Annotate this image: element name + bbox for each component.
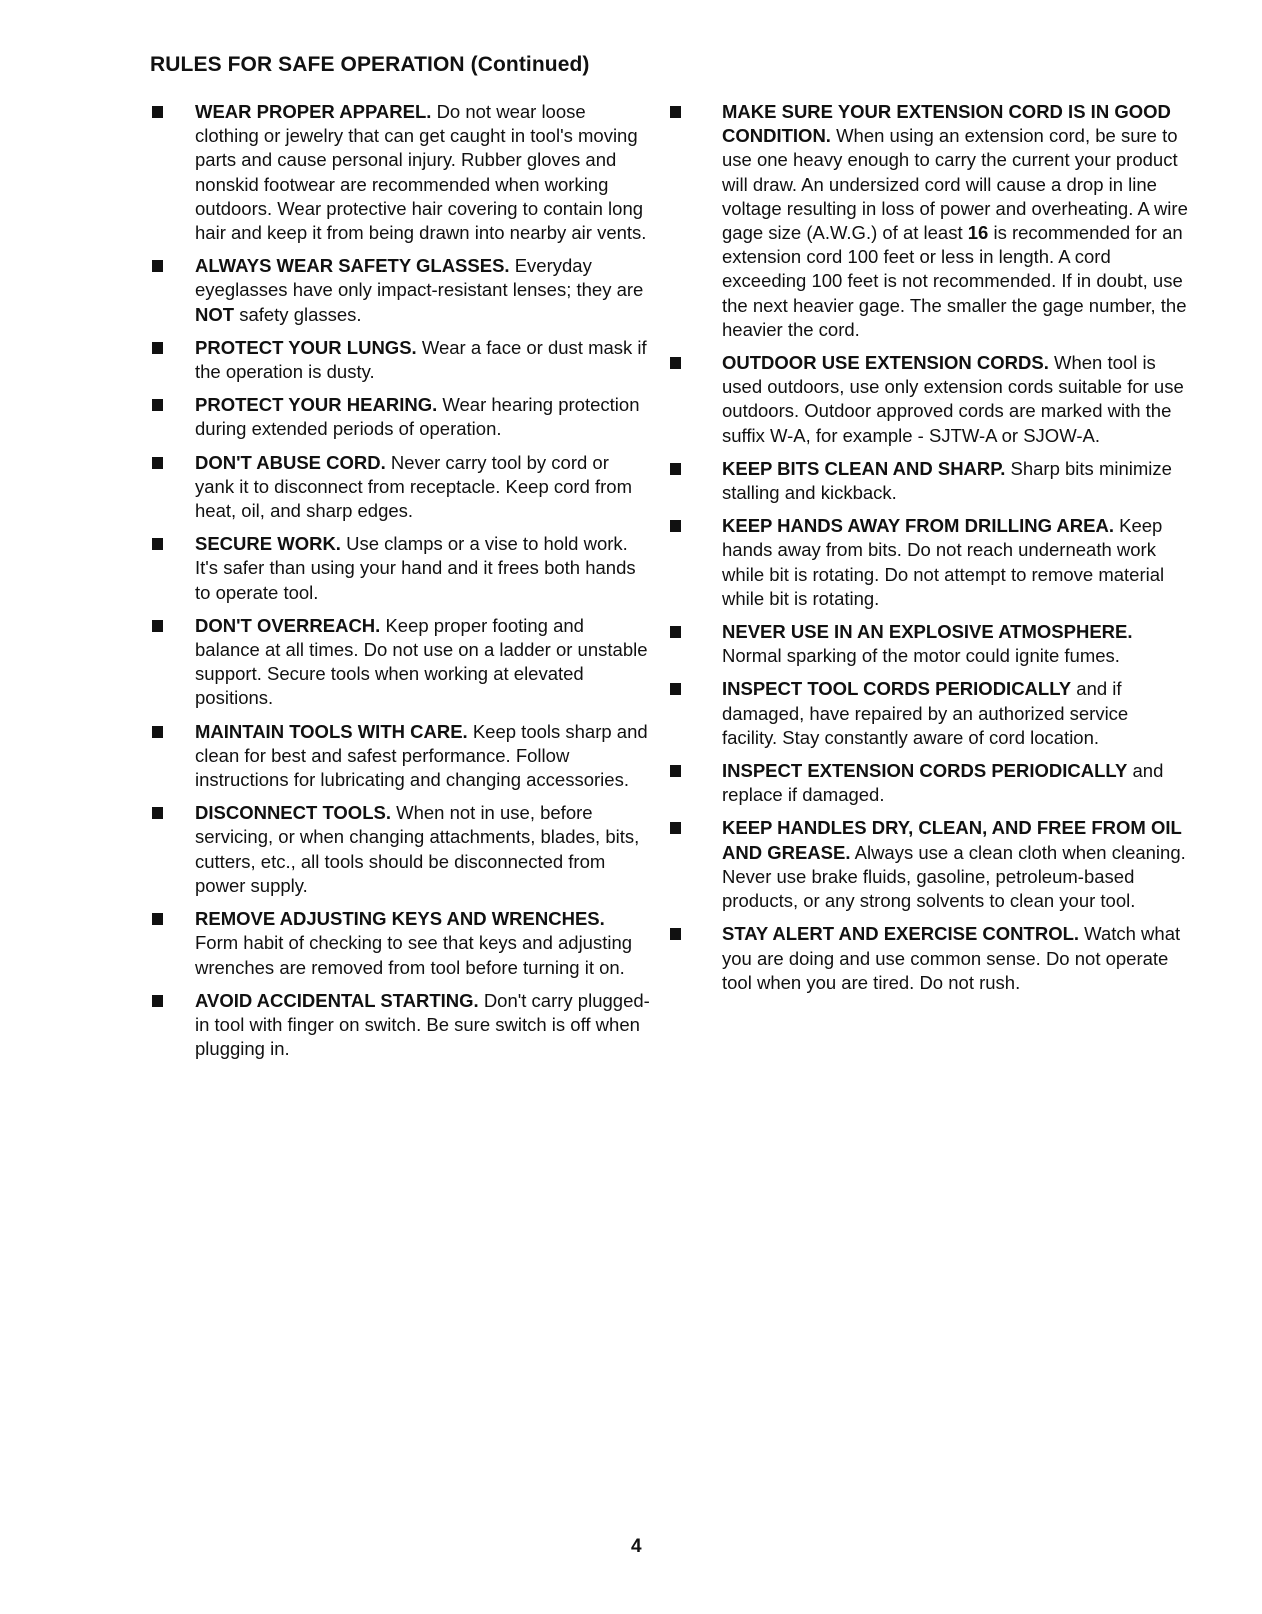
rule-item [150, 451, 650, 524]
rule-text: When tool is used outdoors, use only extension cords suitable for use outdoors. Outdoor approved cords are marked with the suffix W-A, for example - SJTW-A or SJOW-A. [722, 352, 1184, 446]
rule-heading: AVOID ACCIDENTAL STARTING. [195, 989, 479, 1011]
bullet-icon [152, 620, 163, 632]
rule-heading: WEAR PROPER APPAREL. [195, 101, 432, 122]
rule-text: Wear hearing protection during extended periods of operation. [195, 394, 640, 440]
rule-item [150, 614, 650, 711]
rule-heading: NEVER USE IN AN EXPLOSIVE ATMOSPHERE. [722, 621, 1133, 643]
rule-heading: KEEP BITS CLEAN AND SHARP. [722, 457, 1006, 479]
rule-heading: PROTECT YOUR LUNGS. [195, 336, 417, 358]
bullet-icon [152, 106, 163, 118]
rule-item [668, 100, 1188, 342]
bullet-icon [670, 765, 681, 777]
bullet-icon [670, 822, 681, 834]
rule-text: Sharp bits minimize stalling and kickback. [722, 457, 1172, 504]
rule-item [150, 989, 650, 1062]
rule-text-tail: is recommended for an extension cord 100 feet or less in length. A cord exceeding 100 feet is not recommended. If in doubt, use the next heavier gage. The smaller the gage number, the heavier the cord. [722, 222, 1187, 340]
rule-heading: STAY ALERT AND EXERCISE CONTROL. [722, 923, 1080, 945]
bullet-icon [670, 520, 681, 532]
bullet-icon [670, 463, 681, 475]
rule-text: Wear a face or dust mask if the operation is dusty. [195, 336, 647, 383]
bullet-icon [670, 106, 681, 118]
rule-item [150, 100, 650, 245]
rule-text: Form habit of checking to see that keys and adjusting wrenches are removed from tool before turning it on. [195, 932, 633, 978]
rule-text: Never carry tool by cord or yank it to disconnect from receptacle. Keep cord from heat, oil, and sharp edges. [195, 451, 633, 522]
rule-item [150, 336, 650, 384]
rule-text: Keep tools sharp and clean for best and safest performance. Follow instructions for lubricating and changing accessories. [195, 720, 648, 791]
rule-item [150, 393, 650, 441]
rule-text: Always use a clean cloth when cleaning. Never use brake fluids, gasoline, petroleum-based products, or any strong solvents to clean your tool. [722, 841, 1186, 912]
page-title: RULES FOR SAFE OPERATION (Continued) [150, 53, 590, 76]
bullet-icon [152, 807, 163, 819]
rule-text: Don't carry plugged-in tool with finger on switch. Be sure switch is off when plugging in. [195, 989, 650, 1060]
rule-item [668, 351, 1188, 448]
bullet-icon [152, 342, 163, 354]
bullet-icon [152, 726, 163, 738]
bullet-icon [670, 683, 681, 695]
rule-text: Normal sparking of the motor could ignite fumes. [722, 645, 1120, 667]
rule-text: and replace if damaged. [722, 760, 1164, 806]
bullet-icon [670, 357, 681, 369]
rule-item [150, 907, 650, 980]
bullet-icon [152, 538, 163, 550]
rule-text-tail: safety glasses. [239, 303, 362, 325]
rule-item [150, 720, 650, 793]
left-column [150, 100, 650, 1070]
bullet-icon [152, 260, 163, 272]
rule-text: Do not wear loose clothing or jewelry that can get caught in tool's moving parts and cause personal injury. Rubber gloves and nonskid footwear are recommended when working outdoors. Wear protective hair covering to contain long hair and keep it from being drawn into nearby air vents. [195, 101, 647, 244]
bullet-icon [670, 928, 681, 940]
rule-item [150, 254, 650, 327]
rule-emphasis: NOT [195, 303, 235, 325]
rule-heading: PROTECT YOUR HEARING. [195, 394, 438, 416]
rule-item [150, 532, 650, 605]
bullet-icon [152, 995, 163, 1007]
right-column [668, 100, 1188, 1004]
rule-item [668, 457, 1188, 505]
rule-heading: MAKE SURE YOUR EXTENSION CORD IS IN GOOD CONDITION. [722, 101, 1171, 147]
rule-heading: KEEP HANDS AWAY FROM DRILLING AREA. [722, 515, 1114, 537]
bullet-icon [152, 913, 163, 925]
rule-text: Watch what you are doing and use common sense. Do not operate tool when you are tired. Do not rush. [722, 923, 1181, 993]
rule-item [668, 922, 1188, 995]
rule-text: Use clamps or a vise to hold work. It's safer than using your hand and it frees both hands to operate tool. [195, 533, 636, 603]
rule-emphasis: 16 [967, 222, 989, 244]
rule-text: When not in use, before servicing, or when changing attachments, blades, bits, cutters, etc., all tools should be disconnected from power supply. [195, 802, 640, 896]
rule-heading: INSPECT EXTENSION CORDS PERIODICALLY [722, 760, 1128, 782]
rule-item [668, 677, 1188, 750]
rule-heading: DON'T OVERREACH. [195, 614, 381, 636]
rule-heading: OUTDOOR USE EXTENSION CORDS. [722, 352, 1049, 374]
rule-heading: MAINTAIN TOOLS WITH CARE. [195, 720, 468, 742]
bullet-icon [152, 457, 163, 469]
rule-text: and if damaged, have repaired by an authorized service facility. Stay constantly aware of cord location. [722, 678, 1129, 748]
rule-heading: ALWAYS WEAR SAFETY GLASSES. [195, 255, 510, 277]
rule-text: When using an extension cord, be sure to use one heavy enough to carry the current your product will draw. An undersized cord will cause a drop in line voltage resulting in loss of power and overheating. A wire gage size (A.W.G.) of at least [722, 125, 1188, 244]
rule-heading: INSPECT TOOL CORDS PERIODICALLY [722, 678, 1072, 700]
rule-text: Keep hands away from bits. Do not reach underneath work while bit is rotating. Do not attempt to remove material while bit is rotating. [722, 515, 1165, 609]
rule-text: Everyday eyeglasses have only impact-resistant lenses; they are [195, 255, 644, 301]
rule-item [668, 514, 1188, 611]
rule-heading: KEEP HANDLES DRY, CLEAN, AND FREE FROM OIL AND GREASE. [722, 817, 1182, 863]
rule-text: Keep proper footing and balance at all times. Do not use on a ladder or unstable support. Secure tools when working at elevated positions. [195, 614, 648, 709]
rule-item [668, 620, 1188, 668]
rule-heading: DON'T ABUSE CORD. [195, 451, 386, 473]
bullet-icon [670, 626, 681, 638]
rule-item [668, 816, 1188, 913]
rule-heading: DISCONNECT TOOLS. [195, 802, 391, 824]
rule-item [150, 801, 650, 898]
rule-item [668, 759, 1188, 807]
rule-heading: REMOVE ADJUSTING KEYS AND WRENCHES. [195, 908, 605, 930]
bullet-icon [152, 399, 163, 411]
rule-heading: SECURE WORK. [195, 533, 341, 555]
page-number: 4 [631, 1536, 642, 1557]
